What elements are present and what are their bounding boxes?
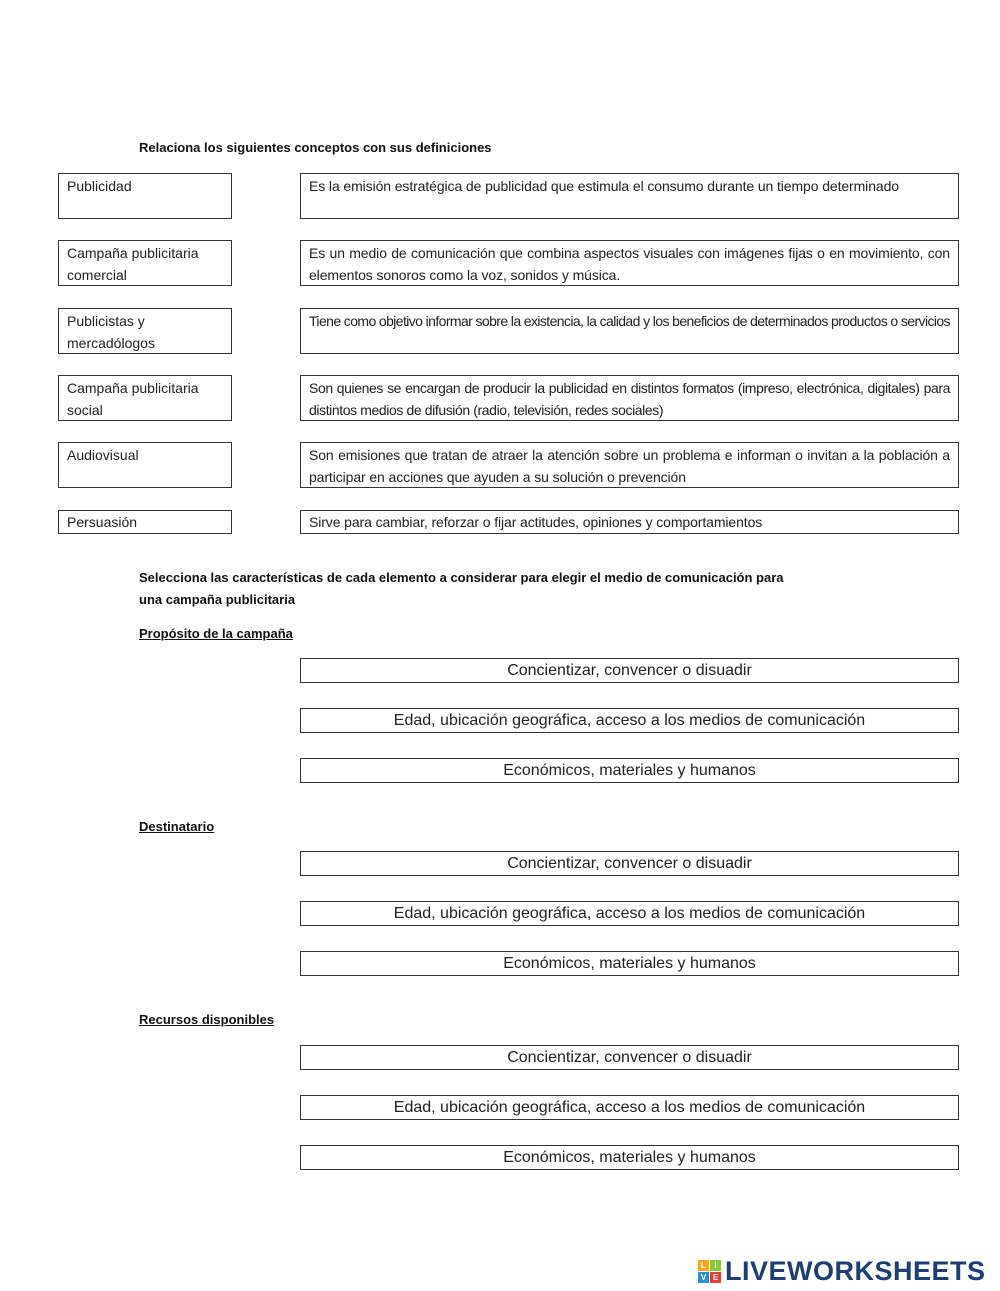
option-box[interactable]: Edad, ubicación geográfica, acceso a los medios de comunicación <box>300 901 959 926</box>
logo-letter: E <box>710 1272 721 1283</box>
section2-heading-line2: una campaña publicitaria <box>139 592 296 607</box>
option-box[interactable]: Concientizar, convencer o disuadir <box>300 1045 959 1070</box>
section1-heading: Relaciona los siguientes conceptos con sus definiciones <box>139 140 492 155</box>
definition-box[interactable]: Son emisiones que tratan de atraer la atención sobre un problema e informan o invitan a la población a participar en acciones que ayuden a su solución o prevención <box>300 442 959 488</box>
group-title-proposito: Propósito de la campaña <box>139 626 293 641</box>
definition-box[interactable]: Es la emisión estratégica de publicidad que estimula el consumo durante un tiempo determinado <box>300 173 959 219</box>
logo-text: LIVEWORKSHEETS <box>725 1256 986 1286</box>
definition-box[interactable]: Sirve para cambiar, reforzar o fijar actitudes, opiniones y comportamientos <box>300 510 959 534</box>
option-box[interactable]: Concientizar, convencer o disuadir <box>300 851 959 876</box>
concept-box[interactable]: Campaña publicitaria comercial <box>58 240 232 286</box>
section2-heading-line1: Selecciona las características de cada elemento a considerar para elegir el medio de comunicación para <box>139 570 784 585</box>
concept-box[interactable]: Campaña publicitaria social <box>58 375 232 421</box>
option-box[interactable]: Edad, ubicación geográfica, acceso a los medios de comunicación <box>300 708 959 733</box>
option-box[interactable]: Económicos, materiales y humanos <box>300 758 959 783</box>
option-box[interactable]: Económicos, materiales y humanos <box>300 1145 959 1170</box>
definition-box[interactable]: Es un medio de comunicación que combina aspectos visuales con imágenes fijas o en movimiento, con elementos sonoros como la voz, sonidos y música. <box>300 240 959 286</box>
logo-letter: V <box>698 1272 709 1283</box>
concept-box[interactable]: Publicistas y mercadólogos <box>58 308 232 354</box>
concept-box[interactable]: Audiovisual <box>58 442 232 488</box>
option-box[interactable]: Edad, ubicación geográfica, acceso a los medios de comunicación <box>300 1095 959 1120</box>
liveworksheets-logo <box>698 1256 986 1287</box>
live-blocks-icon <box>698 1260 721 1283</box>
logo-letter: I <box>710 1260 721 1271</box>
option-box[interactable]: Económicos, materiales y humanos <box>300 951 959 976</box>
option-box[interactable]: Concientizar, convencer o disuadir <box>300 658 959 683</box>
logo-letter: L <box>698 1260 709 1271</box>
concept-box[interactable]: Persuasión <box>58 510 232 534</box>
definition-box[interactable]: Tiene como objetivo informar sobre la existencia, la calidad y los beneficios de determinados productos o servicios <box>300 308 959 354</box>
concept-box[interactable]: Publicidad <box>58 173 232 219</box>
definition-box[interactable]: Son quienes se encargan de producir la publicidad en distintos formatos (impreso, electrónica, digitales) para distintos medios de difusión (radio, televisión, redes sociales) <box>300 375 959 421</box>
group-title-destinatario: Destinatario <box>139 819 215 834</box>
group-title-recursos: Recursos disponibles <box>139 1012 275 1027</box>
